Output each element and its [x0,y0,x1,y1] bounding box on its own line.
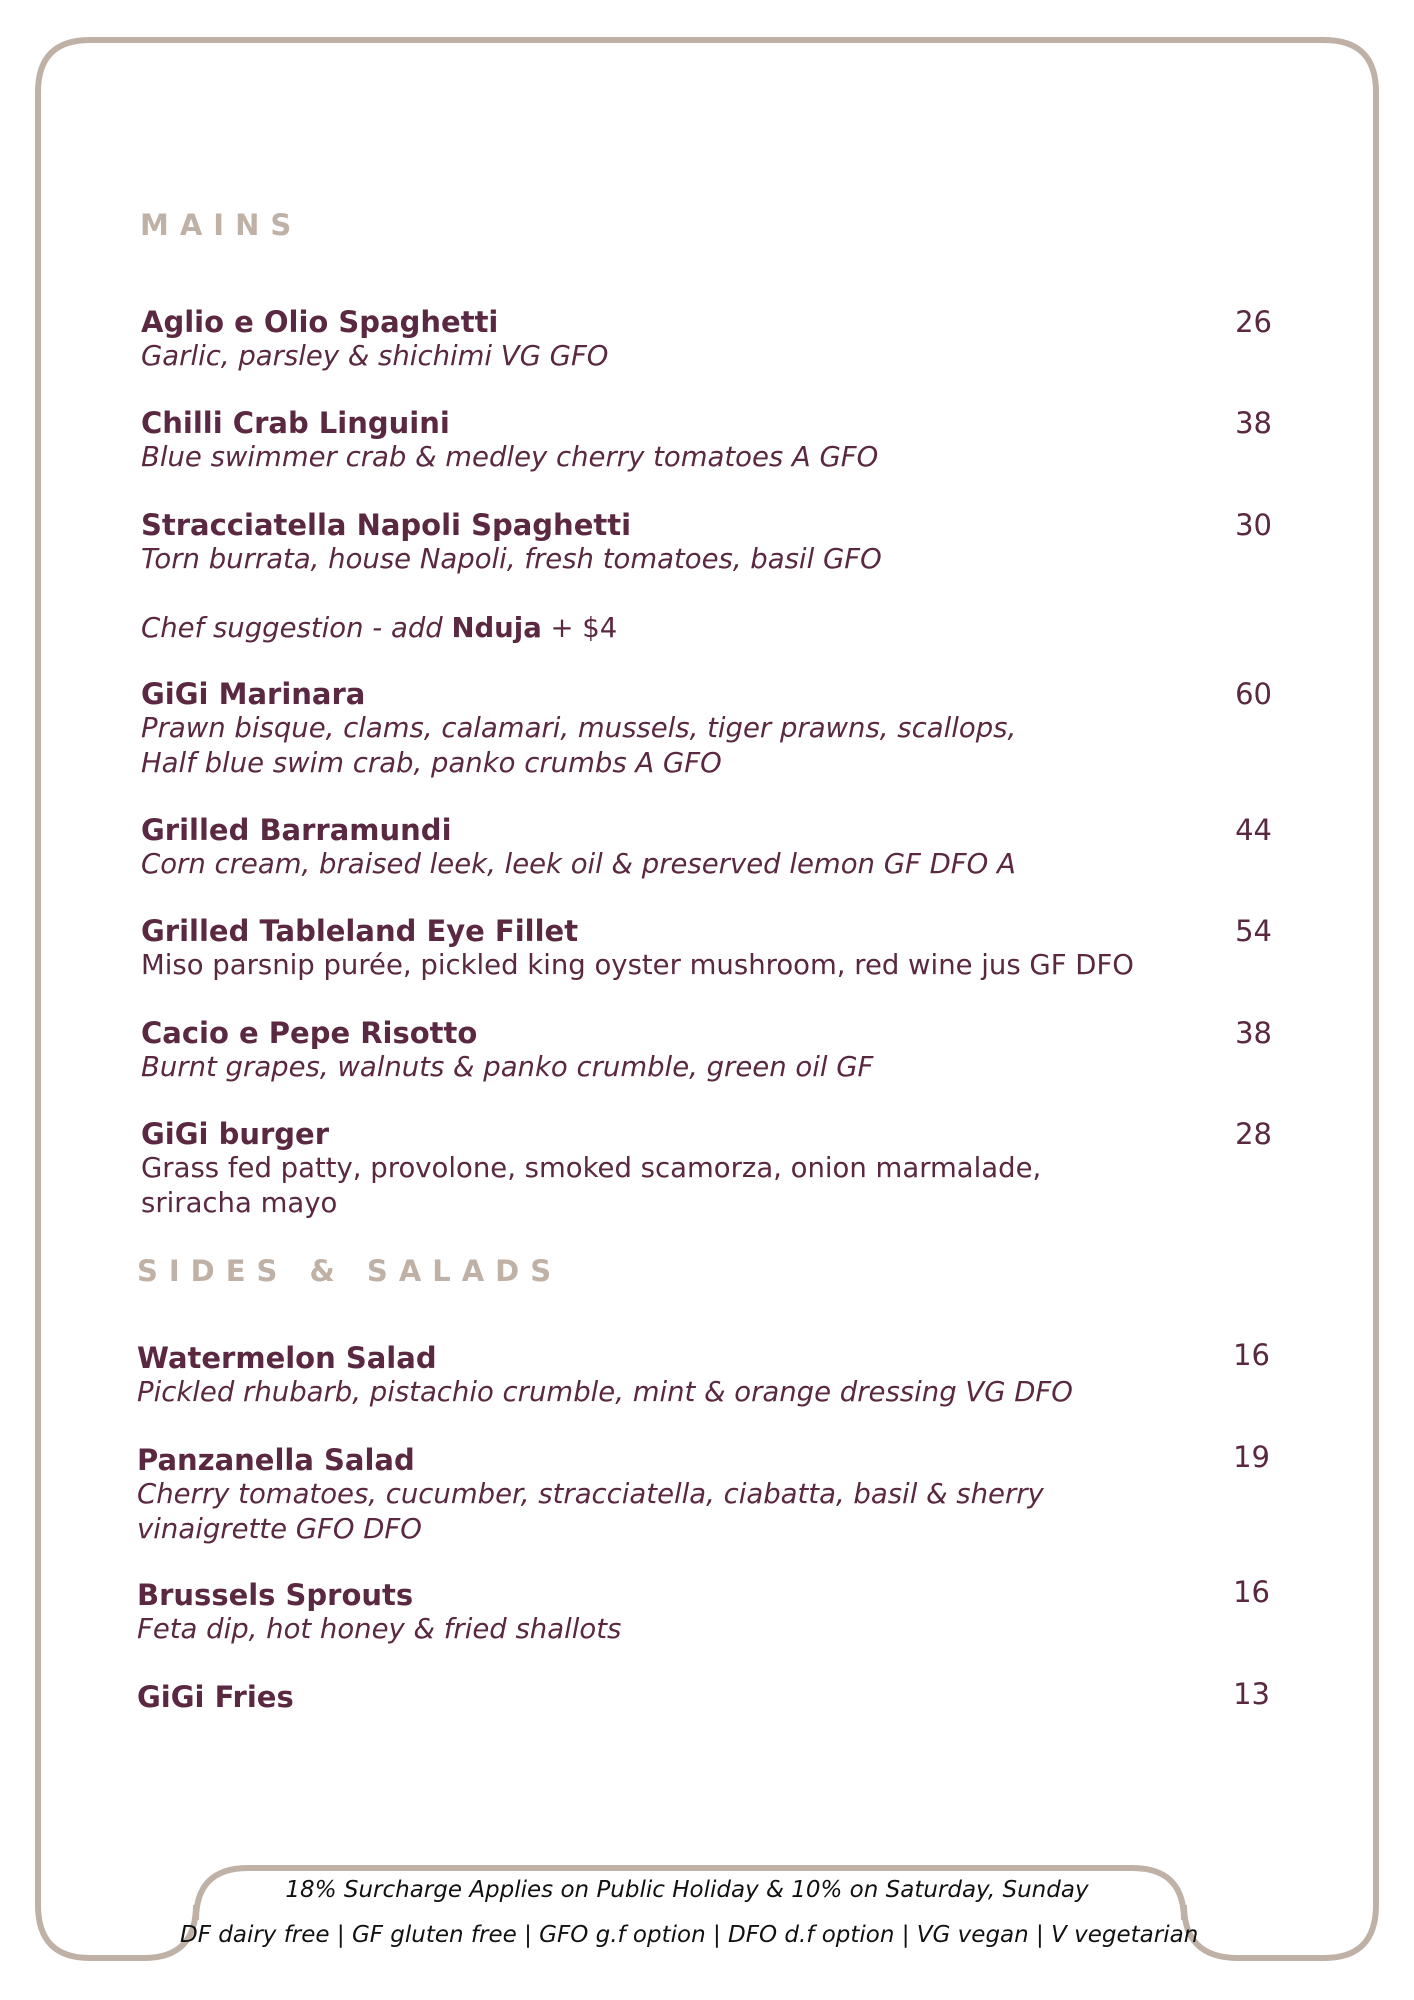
chef-suggestion [141,611,617,646]
item-name: Brussels Sprouts [137,1578,414,1612]
item-price: 16 [1233,1338,1270,1372]
item-price: 54 [1235,914,1272,948]
item-description: Cherry tomatoes, cucumber, stracciatella, ciabatta, basil & sherry vinaigrette GFO DFO [137,1478,1044,1545]
item-name: Cacio e Pepe Risotto [141,1016,478,1050]
item-name: Grilled Tableland Eye Fillet [141,914,579,948]
item-description: Grass fed patty, provolone, smoked scamorza, onion marmalade, sriracha mayo [141,1152,1042,1219]
item-price: 30 [1235,508,1272,542]
item-name: Watermelon Salad [137,1341,437,1375]
item-name: Grilled Barramundi [141,813,452,847]
item-price: 60 [1235,677,1272,711]
chef-suggestion-highlight: Nduja [451,612,542,644]
item-name: Aglio e Olio Spaghetti [141,305,499,339]
item-description: Pickled rhubarb, pistachio crumble, mint & orange dressing VG DFO [137,1376,1073,1408]
mains-section-title: MAINS [140,208,303,242]
item-name: Panzanella Salad [137,1443,415,1477]
item-price: 19 [1233,1440,1270,1474]
item-description: Prawn bisque, clams, calamari, mussels, tiger prawns, scallops, Half blue swim crab, panko crumbs A GFO [141,712,1017,779]
dietary-legend: DF dairy free | GF gluten free | GFO g.f option | DFO d.f option | VG vegan | V vegetarian [180,1922,1199,1948]
item-name: GiGi burger [141,1117,330,1151]
item-description: Burnt grapes, walnuts & panko crumble, green oil GF [141,1051,874,1083]
item-name: GiGi Fries [137,1680,294,1714]
chef-suggestion-suffix: + $4 [541,612,618,644]
item-price: 13 [1233,1677,1270,1711]
chef-suggestion-prefix: Chef suggestion - add [141,612,452,644]
item-description: Feta dip, hot honey & fried shallots [137,1613,622,1645]
surcharge-note: 18% Surcharge Applies on Public Holiday & 10% on Saturday, Sunday [285,1877,1089,1903]
item-description: Corn cream, braised leek, leek oil & preserved lemon GF DFO A [141,848,1016,880]
item-description: Blue swimmer crab & medley cherry tomatoes A GFO [141,441,879,473]
item-description: Torn burrata, house Napoli, fresh tomatoes, basil GFO [141,543,882,575]
item-name: GiGi Marinara [141,677,366,711]
item-price: 38 [1235,406,1272,440]
item-price: 44 [1235,813,1272,847]
item-price: 26 [1235,305,1272,339]
item-name: Stracciatella Napoli Spaghetti [141,508,632,542]
sides-section-title: SIDES & SALADS [137,1254,563,1288]
item-price: 16 [1233,1575,1270,1609]
item-price: 38 [1235,1016,1272,1050]
item-description: Miso parsnip purée, pickled king oyster mushroom, red wine jus GF DFO [141,949,1134,981]
item-description: Garlic, parsley & shichimi VG GFO [141,340,609,372]
item-name: Chilli Crab Linguini [141,406,450,440]
item-price: 28 [1235,1117,1272,1151]
